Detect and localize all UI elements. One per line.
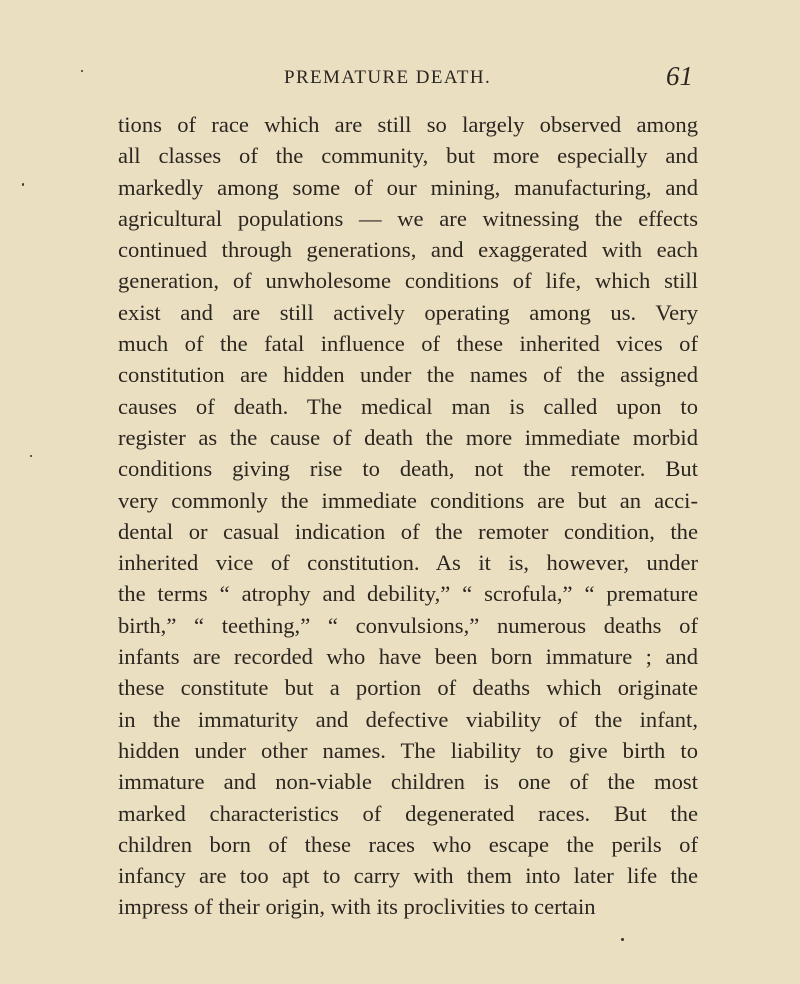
text-line: immature and non-viable children is one of the most [118, 769, 698, 795]
text-line: in the immaturity and defective viability of the infant, [118, 706, 698, 732]
text-line: generation, of unwholesome conditions of life, which still [118, 268, 698, 294]
paper-speck [621, 938, 624, 941]
text-line: markedly among some of our mining, manufacturing, and [118, 174, 698, 200]
page-number: 61 [666, 61, 693, 91]
text-line: all classes of the community, but more especially and [118, 143, 698, 169]
text-line: very commonly the immediate conditions are but an acci- [118, 487, 698, 513]
text-line: inherited vice of constitution. As it is, however, under [118, 550, 698, 576]
running-head-title: PREMATURE DEATH. [284, 67, 492, 88]
text-line: tions of race which are still so largely observed among [118, 112, 698, 137]
body-text [118, 109, 698, 923]
text-line: infancy are too apt to carry with them into later life the [118, 863, 698, 889]
text-line: register as the cause of death the more immediate morbid [118, 424, 698, 450]
text-line: children born of these races who escape the perils of [118, 831, 698, 857]
text-line: agricultural populations — we are witnessing the effects [118, 205, 698, 231]
text-line: birth,” “ teething,” “ convulsions,” numerous deaths of [118, 612, 698, 638]
text-line: hidden under other names. The liability to give birth to [118, 737, 698, 763]
text-line: exist and are still actively operating among us. Very [118, 299, 698, 325]
text-line: impress of their origin, with its proclivities to certain [118, 894, 596, 920]
text-line: constitution are hidden under the names of the assigned [118, 362, 698, 388]
text-line: the terms “ atrophy and debility,” “ scrofula,” “ premature [118, 581, 698, 607]
text-line: infants are recorded who have been born immature ; and [118, 644, 698, 670]
text-line: these constitute but a portion of deaths which originate [118, 675, 698, 701]
paper-speck [30, 455, 32, 457]
text-line: marked characteristics of degenerated races. But the [118, 800, 698, 826]
text-line: dental or casual indication of the remoter condition, the [118, 518, 698, 544]
text-line: conditions giving rise to death, not the remoter. But [118, 456, 698, 482]
text-line: causes of death. The medical man is called upon to [118, 393, 698, 419]
text-line: continued through generations, and exaggerated with each [118, 237, 698, 263]
paper-speck [81, 70, 83, 72]
paper-speck [22, 183, 24, 186]
running-head [0, 63, 800, 93]
text-line: much of the fatal influence of these inherited vices of [118, 331, 698, 357]
